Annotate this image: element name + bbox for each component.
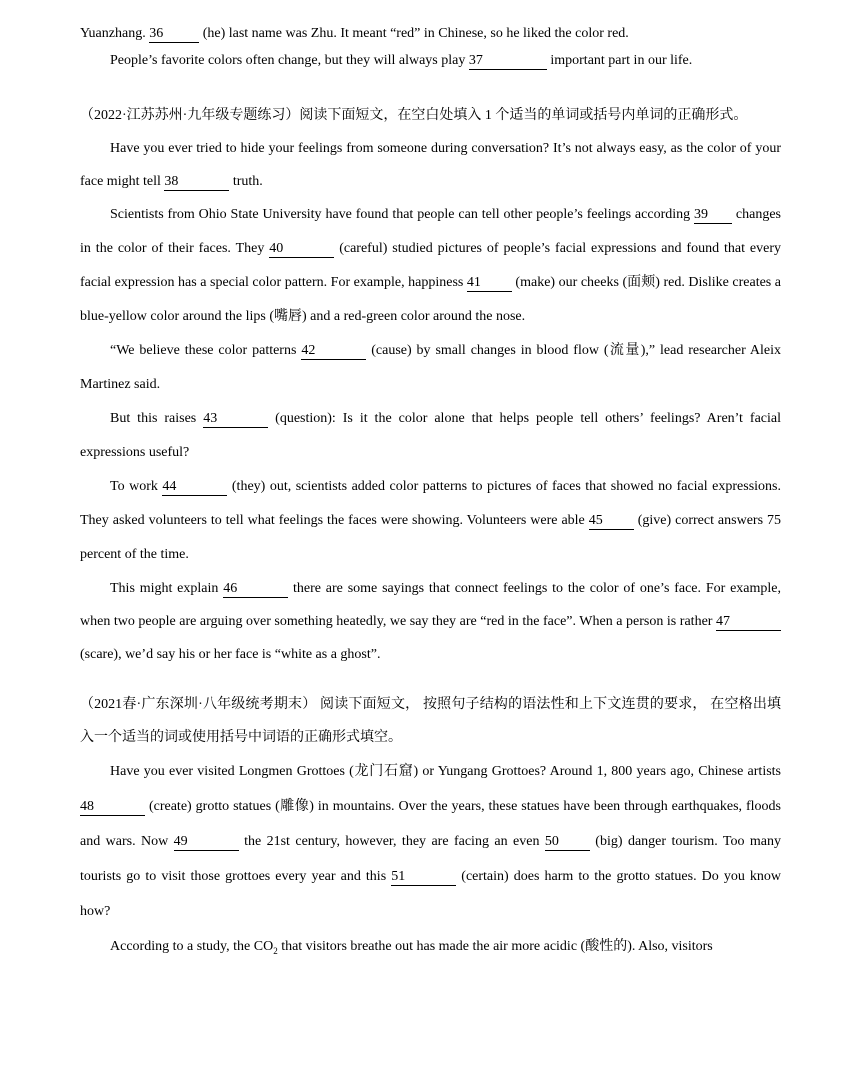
section-header-2021: （2021春·广东深圳·八年级统考期末） 阅读下面短文， 按照句子结构的语法性和上下文连贯的要求， 在空格出填入一个适当的词或使用括号中词语的正确形式填空。 — [80, 697, 781, 745]
paragraph-question: But this raises 43 (question): Is it the color alone that helps people tell others’ feelings? Aren’t facial expressions useful? — [80, 411, 781, 460]
paragraph-face-color-intro: Have you ever tried to hide your feelings from someone during conversation? It’s not always easy, as the color of your face might tell 38 truth. — [80, 141, 781, 189]
paragraph-co2-study: According to a study, the $CO_2$ that visitors breathe out has made the air more acidic (酸性的). Also, visitors — [110, 939, 713, 956]
blank-42[interactable]: 42 — [301, 342, 366, 360]
paragraph-grottoes: Have you ever visited Longmen Grottoes (龙门石窟) or Yungang Grottoes? Around 1, 800 years ago, Chinese artists 48 (create) grotto statues (雕像) in mountains. Over the years, these statues have been through earthquakes, floods and wars. Now 49 the 21st century, however, they are facing an even 50 (big) danger tourism. Too many tourists go to visit those grottoes every year and this 51 (certain) does harm to the grotto statues. Do you know how? — [80, 764, 782, 919]
blank-39[interactable]: 39 — [694, 206, 732, 224]
paragraph-closing: People’s favorite colors often change, but they will always play 37 important part in our life. — [110, 53, 693, 68]
paragraph-sayings: This might explain 46 there are some sayings that connect feelings to the color of one’s face. For example, when two people are arguing over something heatedly, we say they are “red in the face”. When a person is rather 47 (scare), we’d say his or her face is “white as a ghost”. — [80, 581, 781, 662]
blank-41[interactable]: 41 — [467, 274, 512, 292]
blank-37[interactable]: 37 — [469, 52, 547, 70]
blank-51[interactable]: 51 — [391, 868, 456, 886]
paragraph-martinez-quote: “We believe these color patterns 42 (cause) by small changes in blood flow (流量),” lead researcher Aleix Martinez said. — [80, 343, 781, 392]
section-header-2022: （2022·江苏苏州·九年级专题练习）阅读下面短文，在空白处填入 1 个适当的单词或括号内单词的正确形式。 — [80, 108, 748, 123]
paragraph-experiment: To work 44 (they) out, scientists added color patterns to pictures of faces that showed no facial expressions. They asked volunteers to tell what feelings the faces were showing. Volunteers were able 45 (give) correct answers 75 percent of the time. — [80, 479, 781, 562]
blank-43[interactable]: 43 — [203, 410, 268, 428]
blank-36[interactable]: 36 — [149, 25, 199, 43]
blank-47[interactable]: 47 — [716, 613, 781, 631]
paragraph-ohio-study: Scientists from Ohio State University have found that people can tell other people’s feelings according 39 changes in the color of their faces. They 40 (careful) studied pictures of people’s facial expressions and found that every facial expression has a special color pattern. For example, happiness 41 (make) our cheeks (面颊) red. Dislike creates a blue-yellow color around the lips (嘴唇) and a red-green color around the nose. — [80, 207, 782, 324]
paragraph-continuation: Yuanzhang. 36 (he) last name was Zhu. It meant “red” in Chinese, so he liked the color red. — [80, 26, 629, 41]
document-page — [80, 0, 781, 964]
blank-40[interactable]: 40 — [269, 240, 334, 258]
blank-38[interactable]: 38 — [164, 173, 229, 191]
blank-48[interactable]: 48 — [80, 798, 145, 816]
blank-45[interactable]: 45 — [589, 512, 634, 530]
blank-49[interactable]: 49 — [174, 833, 239, 851]
blank-50[interactable]: 50 — [545, 833, 590, 851]
blank-46[interactable]: 46 — [223, 580, 288, 598]
blank-44[interactable]: 44 — [162, 478, 227, 496]
